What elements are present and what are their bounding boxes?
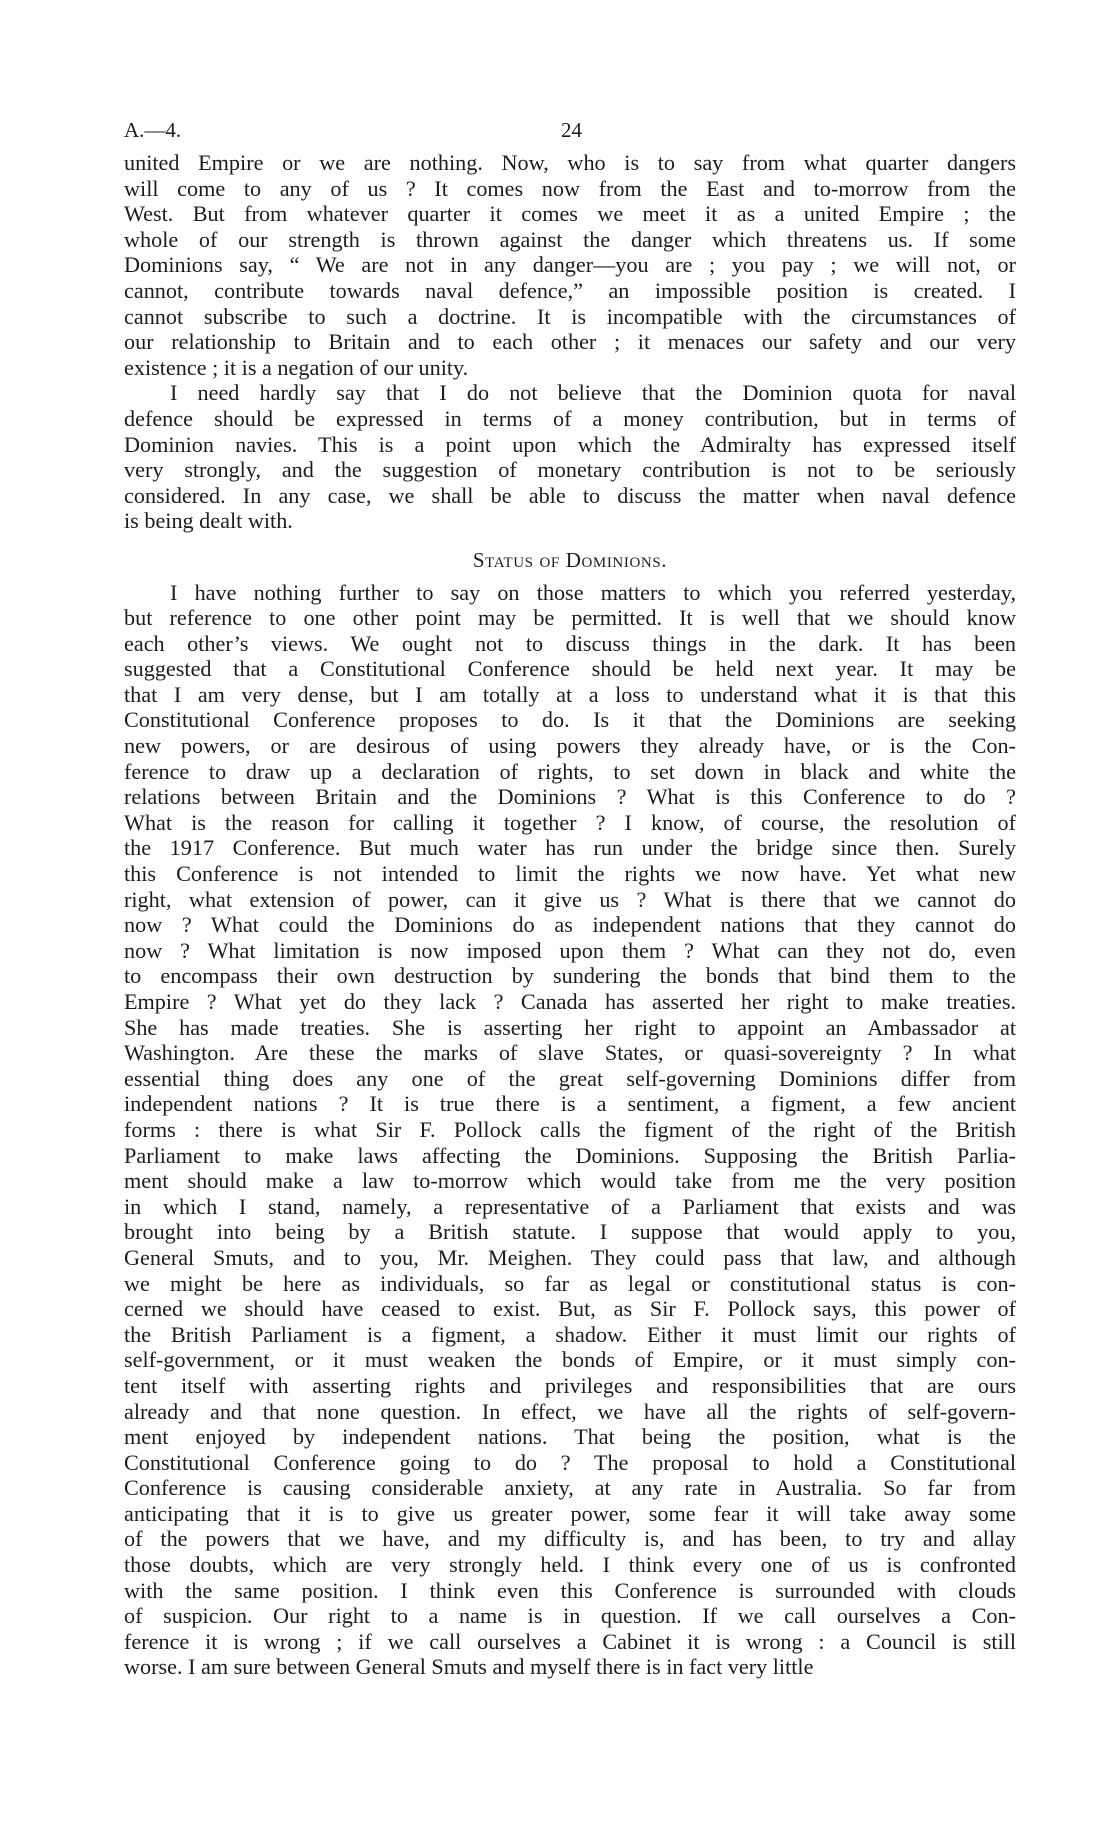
text-line: relations between Britain and the Dominions ? What is this Conference to do ? — [124, 784, 1016, 810]
body-text-bottom — [124, 580, 1016, 1681]
text-line: forms : there is what Sir F. Pollock calls the figment of the right of the British — [124, 1116, 1016, 1142]
text-line: Washington. Are these the marks of slave States, or quasi-sovereignty ? In what — [124, 1040, 1016, 1066]
text-line: anticipating that it is to give us greater power, some fear it will take away some — [124, 1500, 1016, 1526]
page-number: 24 — [561, 118, 582, 142]
text-line: the 1917 Conference. But much water has run under the bridge since then. Surely — [124, 835, 1016, 861]
text-line: brought into being by a British statute. I suppose that would apply to you, — [124, 1219, 1016, 1245]
text-line: Dominions say, “ We are not in any danger—you are ; you pay ; we will not, or — [124, 252, 1016, 278]
text-line: new powers, or are desirous of using powers they already have, or is the Con- — [124, 733, 1016, 759]
text-line: now ? What limitation is now imposed upon them ? What can they not do, even — [124, 937, 1016, 963]
text-line: ment should make a law to-morrow which would take from me the very position — [124, 1168, 1016, 1194]
text-line: very strongly, and the suggestion of monetary contribution is not to be seriously — [124, 457, 1016, 483]
text-line: General Smuts, and to you, Mr. Meighen. They could pass that law, and although — [124, 1244, 1016, 1270]
text-line: right, what extension of power, can it give us ? What is there that we cannot do — [124, 886, 1016, 912]
text-line: Empire ? What yet do they lack ? Canada has asserted her right to make treaties. — [124, 989, 1016, 1014]
text-line: of the powers that we have, and my difficulty is, and has been, to try and allay — [124, 1526, 1016, 1552]
text-line: the British Parliament is a figment, a shadow. Either it must limit our rights of — [124, 1321, 1016, 1347]
text-line: Constitutional Conference proposes to do. Is it that the Dominions are seeking — [124, 707, 1016, 733]
text-line: will come to any of us ? It comes now from the East and to-morrow from the — [124, 175, 1016, 201]
text-line: whole of our strength is thrown against the danger which threatens us. If some — [124, 226, 1016, 252]
text-line: suggested that a Constitutional Conference should be held next year. It may be — [124, 656, 1016, 682]
text-line: cannot, contribute towards naval defence,” an impossible position is created. I — [124, 277, 1016, 303]
text-line: considered. In any case, we shall be able to discuss the matter when naval defence — [124, 482, 1016, 508]
section-heading: Status of Dominions. — [472, 547, 668, 572]
text-line: Constitutional Conference going to do ? The proposal to hold a Constitutional — [124, 1449, 1016, 1475]
text-line: self-government, or it must weaken the bonds of Empire, or it must simply con- — [124, 1347, 1016, 1373]
page-header — [124, 118, 1016, 148]
text-line: is being dealt with. — [124, 508, 293, 534]
text-line: already and that none question. In effect, we have all the rights of self-govern- — [124, 1398, 1016, 1424]
text-line: West. But from whatever quarter it comes we meet it as a united Empire ; the — [124, 201, 1016, 227]
document-page — [124, 118, 1016, 1680]
text-line: cerned we should have ceased to exist. But, as Sir F. Pollock says, this power of — [124, 1296, 1016, 1322]
text-line: ference to draw up a declaration of rights, to set down in black and white the — [124, 758, 1016, 784]
text-line: united Empire or we are nothing. Now, who is to say from what quarter dangers — [124, 150, 1016, 175]
document-reference: A.—4. — [124, 118, 182, 142]
text-line: worse. I am sure between General Smuts and myself there is in fact very little — [124, 1654, 814, 1680]
text-line: cannot subscribe to such a doctrine. It is incompatible with the circumstances of — [124, 303, 1016, 329]
text-line: ference it is wrong ; if we call ourselves a Cabinet it is wrong : a Council is still — [124, 1628, 1016, 1654]
text-line: I have nothing further to say on those matters to which you referred yesterday, — [170, 579, 1016, 605]
text-line: I need hardly say that I do not believe that the Dominion quota for naval — [170, 380, 1016, 406]
text-line: those doubts, which are very strongly held. I think every one of us is confronted — [124, 1552, 1016, 1578]
text-line: essential thing does any one of the great self-governing Dominions differ from — [124, 1065, 1016, 1091]
text-line: independent nations ? It is true there is a sentiment, a figment, a few ancient — [124, 1091, 1016, 1117]
text-line: each other’s views. We ought not to discuss things in the dark. It has been — [124, 630, 1016, 656]
text-line: we might be here as individuals, so far as legal or constitutional status is con- — [124, 1270, 1016, 1296]
text-line: our relationship to Britain and to each other ; it menaces our safety and our very — [124, 329, 1016, 355]
text-line: existence ; it is a negation of our unity. — [124, 354, 469, 380]
text-line: defence should be expressed in terms of a money contribution, but in terms of — [124, 405, 1016, 431]
text-line: that I am very dense, but I am totally at a loss to understand what it is that this — [124, 681, 1016, 707]
paragraph — [124, 380, 1016, 534]
text-line: What is the reason for calling it together ? I know, of course, the resolution of — [124, 809, 1016, 835]
text-line: in which I stand, namely, a representative of a Parliament that exists and was — [124, 1193, 1016, 1219]
paragraph — [124, 580, 1016, 1681]
text-line: ment enjoyed by independent nations. That being the position, what is the — [124, 1424, 1016, 1450]
body-text-top — [124, 150, 1016, 534]
text-line: tent itself with asserting rights and privileges and responsibilities that are ours — [124, 1372, 1016, 1398]
text-line: with the same position. I think even this Conference is surrounded with clouds — [124, 1577, 1016, 1603]
text-line: this Conference is not intended to limit the rights we now have. Yet what new — [124, 861, 1016, 887]
paragraph — [124, 150, 1016, 380]
text-line: to encompass their own destruction by sundering the bonds that bind them to the — [124, 963, 1016, 989]
text-line: but reference to one other point may be permitted. It is well that we should know — [124, 605, 1016, 631]
text-line: Conference is causing considerable anxiety, at any rate in Australia. So far from — [124, 1475, 1016, 1501]
text-line: Parliament to make laws affecting the Dominions. Supposing the British Parlia- — [124, 1142, 1016, 1168]
text-line: She has made treaties. She is asserting her right to appoint an Ambassador at — [124, 1014, 1016, 1040]
text-line: now ? What could the Dominions do as independent nations that they cannot do — [124, 912, 1016, 938]
text-line: of suspicion. Our right to a name is in question. If we call ourselves a Con- — [124, 1603, 1016, 1629]
text-line: Dominion navies. This is a point upon which the Admiralty has expressed itself — [124, 431, 1016, 457]
